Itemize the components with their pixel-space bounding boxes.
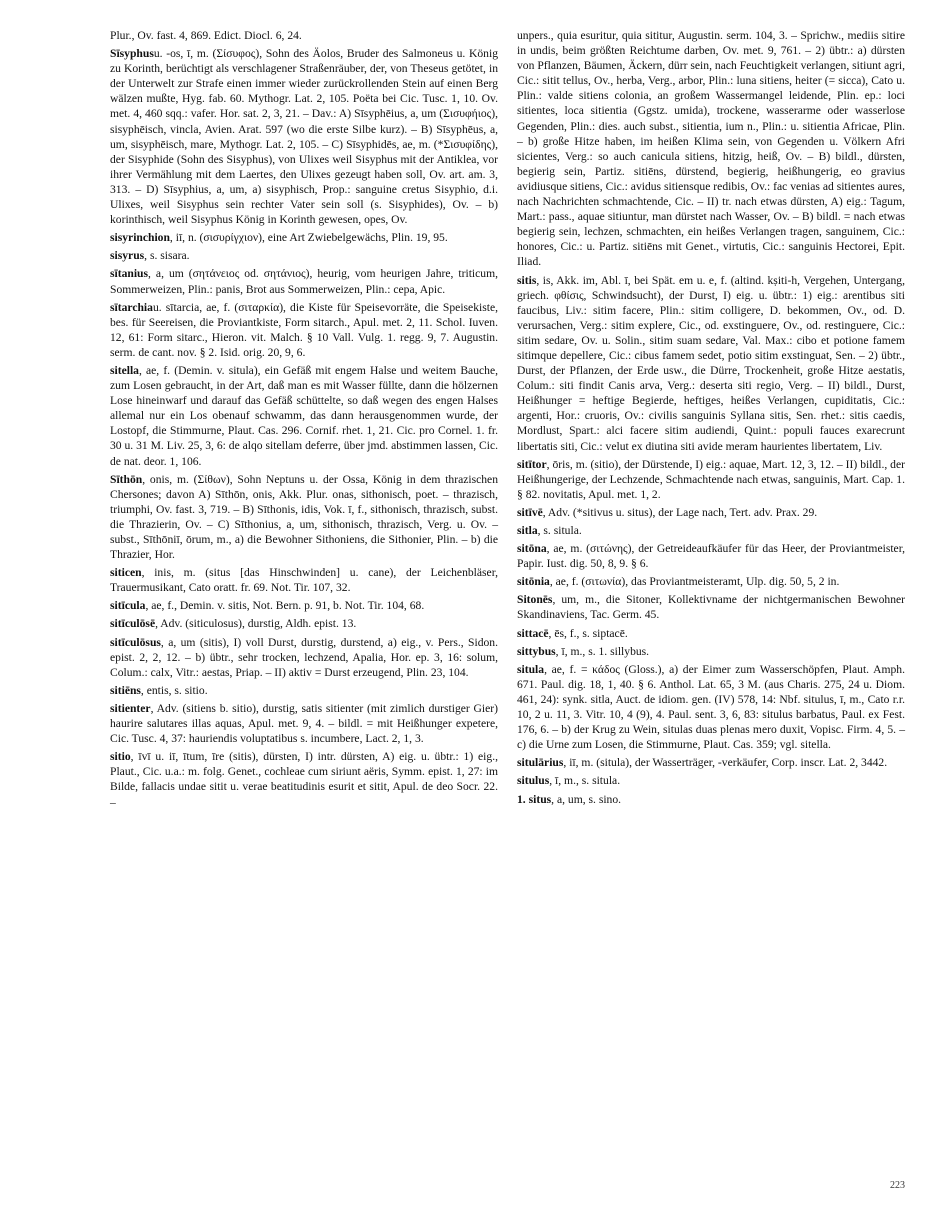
dictionary-entry — [517, 626, 905, 641]
entry-body: , entis, s. sitio. — [140, 683, 208, 697]
entry-headword: sitītor — [517, 457, 547, 471]
dictionary-entry — [517, 28, 905, 270]
entry-headword: Sitonēs — [517, 593, 553, 607]
dictionary-entry — [110, 248, 498, 263]
dictionary-entry — [517, 755, 905, 770]
entry-body: unpers., quia esuritur, quia sititur, Augustin. serm. 104, 3. – Sprichw., mediis sitire in undis, beim größten Reichtume darben, Ov. met. 9, 761. – 2) übtr.: a) dürsten von Pflanzen, Bäumen, Äckern, dürr sein, nach Feuchtigkeit verlangen, sitiunt agri, Cic.: sitit tellus, Ov., herba, Verg., arbor, Plin.: luna sitiens, heiter (= sicca), Cato u. Plin.: valde sitiens colonia, an großem Wassermangel leidende, Plin. ep.: loci sitientes, loca sitientia (Ggstz. umida), trockene, wasserarme oder wasserlose Gegenden, Plin.: dies. auch subst., sitientia, ium n., Plin.: u. sitientia Africae, Plin. – b) große Hitze haben, im heißen Klima sein, von Gegenden u. Völkern Afri sicientes, Verg.: so auch canicula sitiens, hitzig, heiß, Ov. – B) bildl., dürsten, begierig sein, Partiz. sitiēns, dürstend, begierig, heißhungerig, eo gravius avidiusque sitiens, Cic.: avidus sitiensque redibis, Ov.: fac venias ad sitientes aures, nach Nachrichten schmachtende, Cic. – II) tr. nach etwas dürsten, A) eig.: Tagum, Mart.: pass., aquae sitiuntur, man dürstet nach Wasser, Ov. – B) bildl. = nach etwas begierig sein, lechzen, schmachten, ein heißes Verlangen tragen, sanguinem, Cic.: honores, Cic.: u. Partiz. sitiēns mit Genet., virtutis, Cic.: sanguinis Hectorei, Epit. Iliad. — [517, 29, 905, 269]
dictionary-entry — [110, 701, 498, 746]
entry-body: , ī, m., s. situla. — [549, 774, 621, 788]
entry-body: , iī, m. (situla), der Wasserträger, -verkäufer, Corp. inscr. Lat. 2, 3442. — [563, 756, 888, 770]
dictionary-entry — [517, 792, 905, 807]
entry-headword: sītarchia — [110, 300, 153, 314]
dictionary-entry — [110, 616, 498, 631]
dictionary-entry — [110, 363, 498, 469]
dictionary-entry — [517, 644, 905, 659]
entry-headword: Sīsyphus — [110, 47, 154, 61]
entry-body: , ae, m. (σιτώνης), der Getreideaufkäufer für das Heer, der Proviantmeister, Papir. Iust. dig. 50, 8, 9. § 6. — [517, 542, 905, 571]
dictionary-entry — [110, 46, 498, 227]
dictionary-entry — [110, 28, 498, 43]
entry-body: , a, um (σητάνειος od. σητάνιος), heurig, vom heurigen Jahre, triticum, Sommerweizen, Plin.: panis, Brot aus Sommerweizen, Plin.: cepa, Apic. — [110, 267, 498, 296]
dictionary-entry — [110, 635, 498, 680]
dictionary-entry — [517, 457, 905, 502]
dictionary-entry — [517, 662, 905, 753]
entry-body: , um, m., die Sitoner, Kollektivname der nichtgermanischen Bewohner Skandinaviens, Tac. Germ. 45. — [517, 593, 905, 622]
entry-headword: sītanius — [110, 267, 149, 281]
entry-body: Plur., Ov. fast. 4, 869. Edict. Diocl. 6, 24. — [110, 29, 302, 42]
entry-headword: 1. situs — [517, 792, 552, 806]
dictionary-entry — [110, 266, 498, 296]
dictionary-entry — [110, 598, 498, 613]
entry-headword: Sīthōn — [110, 472, 143, 486]
entry-headword: sitōna — [517, 542, 547, 556]
entry-headword: sittybus — [517, 644, 556, 658]
entry-body: , ae, f. (Demin. v. situla), ein Gefäß mit engem Halse und weitem Bauche, zum Losen gebraucht, in der Art, daß man es mit Wasser füllte, dann die hölzernen Lose hineinwarf und darauf das Gefäß schüttelte, so daß wegen des engen Halses allemal nur ein Los obenauf schwamm, das dann herausgenommen wurde, der Lostopf, die Stimmurne, Plaut. Cas. 296. Cornif. rhet. 1, 21. Cic. pro Cornel. 1. fr. 30 u. 31 M. Liv. 25, 3, 6: de alqo sitellam deferre, über jmd. abstimmen lassen, Cic. de nat. deor. 1, 106. — [110, 363, 498, 468]
entry-headword: sitla — [517, 524, 538, 537]
entry-headword: sitīculōsē — [110, 617, 156, 631]
entry-headword: sitīcula — [110, 599, 146, 613]
entry-body: , īvī u. iī, ītum, īre (sitis), dürsten, I) intr. dürsten, A) eig. u. übtr.: 1) eig., Plaut., Cic. u.a.: m. folg. Genet., cochleae cum siriunt aëris, Symm. epist. 1, 27: im Bilde, fallacis undae sitit u. verae beatitudinis esurit et sitit, Apul. de deo Socr. 22. – — [110, 750, 498, 809]
right-column — [517, 28, 905, 810]
dictionary-entry — [517, 592, 905, 622]
entry-headword: situlārius — [517, 756, 564, 770]
entry-body: , iī, n. (σισυρίγχιον), eine Art Zwiebelgewächs, Plin. 19, 95. — [169, 231, 448, 245]
entry-headword: siticen — [110, 566, 142, 580]
entry-headword: situla — [517, 662, 545, 676]
entry-headword: sitiēns — [110, 683, 141, 697]
entry-body: , is, Akk. im, Abl. ī, bei Spät. em u. e, f. (altind. kṣiti-h, Vergehen, Untergang, griech. φθίσις, Schwindsucht), der Durst, I) eig. u. übtr.: 1) eig.: arentibus siti faucibus, Liv.: sitim facere, Plin.: sitim colligere, D. bekommen, Ov., od. D. verursachen, Verg.: sitim explere, Cic., od. exstinguere, Ov., od. restinguere, Cic.: sitim sedare, Ov. u. Solin., sitim suam sedare, Val. Max.: cibo et potione famem sitimque depellere, Cic.: cibus famem sedet, potio sitim exstinguat, Sen. – 2) übtr., Durst, der Pflanzen, der Erde usw., die Dürre, Trockenheit, große Hitze aestatis, Colum.: siti findit Canis arva, Verg.: deserta siti regio, Verg. – II) bildl., Durst, Heißhunger = heftige Begierde, heftiges, heißes Verlangen, cupiditatis, Cic.: argenti, Hor.: cruoris, Ov.: civilis sanguinis Syllana sitis, Sen. rhet.: sitis caedis, Mordlust, Spart.: alci facere sitim audiendi, Quint.: populi fauces exarecrunt libertatis siti, Cic.: velut ex diutina siti avide meram haurientes libertatem, Liv. — [517, 273, 905, 453]
entry-body: , a, um, s. sino. — [551, 792, 622, 806]
entry-body: , ī, m., s. 1. sillybus. — [555, 644, 650, 658]
left-column — [110, 28, 498, 813]
entry-headword: sitella — [110, 363, 139, 377]
entry-body: , onis, m. (Σίθων), Sohn Neptuns u. der Ossa, König in dem thrazischen Chersones; davon A) Sīthōn, onis, Akk. Plur. onas, sithonisch, poet. – thrazisch, triumphi, Ov. fast. 3, 719. – B) Sīthonis, idis, Vok. ī, f., sithonisch, thrazisch, subst. die Thrazierin, Ov. – C) Sīthonius, a, um, sithonisch, thrazisch, Verg. u. Ov. – subst., Sīthōniī, ōrum, m., a) die Bewohner Sithoniens, die Sithonier, Plin. – b) die Thrazier, Hor. — [110, 472, 498, 562]
dictionary-entry — [517, 574, 905, 589]
dictionary-entry — [517, 523, 905, 538]
entry-body: , inis, m. (situs [das Hinschwinden] u. cane), der Leichenbläser, Trauermusikant, Cato oratt. fr. 69. Not. Tir. 107, 32. — [110, 566, 498, 595]
entry-headword: sitienter — [110, 701, 151, 715]
dictionary-entry — [110, 300, 498, 360]
entry-body: , s. situla. — [537, 524, 582, 537]
entry-headword: sitio — [110, 750, 131, 764]
entry-body: , ae, f., Demin. v. sitis, Not. Bern. p. 91, b. Not. Tir. 104, 68. — [145, 599, 425, 613]
entry-headword: sitīvē — [517, 505, 543, 519]
entry-headword: sittacē — [517, 626, 549, 640]
entry-headword: situlus — [517, 774, 550, 788]
entry-body: , a, um (sitis), I) voll Durst, durstig, durstend, a) eig., v. Pers., Sidon. epist. 2, 2, 12. – b) übtr., sehr trocken, lechzend, Apalia, Hor. ep. 3, 16: solum, Colum.: calx, Vitr.: aestas, Priap. – II) aktiv = Durst erzeugend, Plin. 23, 104. — [110, 635, 498, 679]
entry-headword: sisyrinchion — [110, 231, 170, 245]
entry-body: u. -os, ī, m. (Σίσυφος), Sohn des Äolos, Bruder des Salmoneus u. König zu Korinth, berüchtigt als verschlagener Straßenräuber, der, von Theseus getötet, in der Unterwelt zur Strafe einen immer wieder zurückrollenden Stein auf einen Berg wälzen mußte, Hyg. fab. 60. Mythogr. Lat. 2, 105. Poëta bei Cic. Tusc. 1, 10. Ov. met. 4, 460 sqq.: vafer. Hor. sat. 2, 3, 21. – Dav.: A) Sīsyphēius, a, um (Σισυφήιος), sisyphēisch, vincla, Avien. Arat. 597 (wo die erste Silbe kurz). – B) Sīsyphēus, a, um, sisyphēisch, mare, Mythogr. Lat. 2, 105. – C) Sīsyphidēs, ae, m. (*Σισυφίδης), der Sisyphide (Sohn des Sisyphus), von Ulixes weil Sisyphus mit der Antiklea, vor ihrer Vermählung mit dem Laertes, den Ulixes gezeugt haben soll, Ov. art. am. 3, 313. – D) Sīsyphius, a, um, a) sisyphisch, Prop.: sanguine cretus Sisyphio, d.i. Ulixes, weil Sisyphus sein rechter Vater sein soll (s. Sisyphides), Ov. – b) korinthisch, weil Sisyphus König in Korinth gewesen, opes, Ov. — [110, 47, 498, 227]
dictionary-entry — [110, 472, 498, 563]
entry-body: u. sītarcia, ae, f. (σιταρκία), die Kiste für Speisevorräte, die Speisekiste, bes. für Seereisen, die Proviantkiste, Form sitarch., Apul. met. 2, 11. Schol. Iuven. 12, 61: Form sitarc., Hieron. vit. Malch. § 10 Vall. Vulg. 1. regg. 9, 7. Augustin. serm. de cant. nov. § 2. Isid. orig. 20, 9, 6. — [110, 300, 498, 359]
dictionary-entry — [110, 683, 498, 698]
entry-body: , Adv. (sitiens b. sitio), durstig, satis sitienter (mit zimlich durstiger Gier) haurire salutares illas aquas, Apul. met. 9, 4. – bildl. = mit Heißhunger expetere, Cic. Tusc. 4, 37: hauriendis voluptatibus s. incumbere, Lact. 2, 1, 3. — [110, 701, 498, 746]
entry-body: , Adv. (siticulosus), durstig, Aldh. epist. 13. — [155, 617, 357, 631]
entry-body: , ae, f. (σιτωνία), das Proviantmeisteramt, Ulp. dig. 50, 5, 2 in. — [549, 575, 840, 589]
entry-headword: sitōnia — [517, 575, 550, 589]
dictionary-entry — [517, 773, 905, 788]
dictionary-entry — [517, 541, 905, 571]
entry-body: , Adv. (*sitivus u. situs), der Lage nach, Tert. adv. Prax. 29. — [542, 505, 818, 519]
dictionary-entry — [110, 230, 498, 245]
dictionary-entry — [517, 273, 905, 454]
dictionary-entry — [517, 505, 905, 520]
entry-body: , ae, f. = κάδος (Gloss.), a) der Eimer zum Wasserschöpfen, Plaut. Amph. 671. Paul. dig. 18, 1, 40. § 6. Anthol. Lat. 65, 3 M. (aus Charis. 275, 24 u. Diom. 461, 24): synk. sitla, Auct. de idiom. gen. (IV) 578, 14: Nbf. situlus, ī, m., Cato r.r. 10, 2 u. 11, 3. Vitr. 10, 4 (9), 4. Paul. sent. 3, 6, 83: situlus barbatus, Paul. ex Fest. 176, 6. – b) der Krug zu Wein, situlas duas plenas mero duxit, Vopisc. Firm. 4, 5. – c) die Urne zum Losen, die Stimmurne, Plaut. Cas. 359; vgl. sitella. — [517, 662, 905, 752]
page-number: 223 — [890, 1180, 905, 1191]
entry-body: , ēs, f., s. siptacē. — [548, 626, 628, 640]
entry-headword: sisyrus — [110, 249, 145, 263]
entry-headword: sitīculōsus — [110, 635, 161, 649]
entry-body: , s. sisara. — [144, 249, 190, 263]
entry-headword: sitis — [517, 273, 537, 287]
entry-body: , ōris, m. (sitio), der Dürstende, I) eig.: aquae, Mart. 12, 3, 12. – II) bildl., der Heißhungerige, der Lechzende, Schmachtende nach etwas, sanguinis, Mart. Cap. 1. § 82. novitatis, Apul. met. 1, 2. — [517, 457, 905, 501]
dictionary-entry — [110, 565, 498, 595]
dictionary-entry — [110, 749, 498, 809]
